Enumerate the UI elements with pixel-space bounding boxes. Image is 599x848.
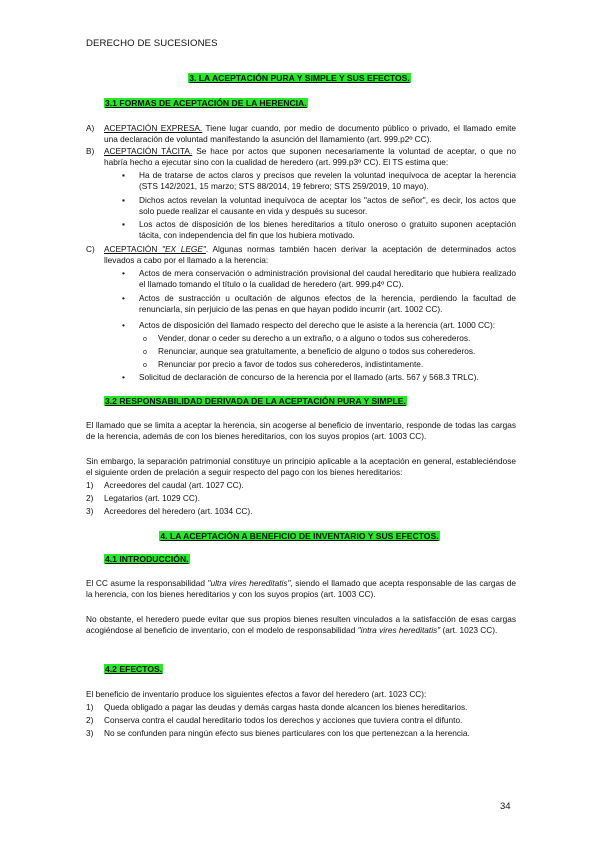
list1-number: 1) (86, 480, 94, 490)
circle-bullet-icon: o (143, 362, 147, 369)
item-c-bullet-3: Actos de disposición del llamado respecto del derecho que le asiste a la herencia (art. 1000 CC): (139, 320, 496, 330)
item-c-marker: C) (86, 244, 95, 254)
bullet-dot-icon: • (122, 320, 125, 330)
circle-bullet-icon: o (143, 336, 147, 343)
item-b-term: ACEPTACIÓN TÁCITA. (104, 146, 193, 156)
running-header: DERECHO DE SUCESIONES (86, 38, 218, 49)
list1-item: Acreedores del caudal (art. 1027 CC). (104, 480, 244, 490)
bullet-icon: ▪ (122, 219, 125, 229)
item-c-subitem-2: Renunciar, aunque sea gratuitamente, a beneficio de alguno o todos sus coherederos. (158, 346, 476, 356)
list2-item: No se confunden para ningún efecto sus bienes particulares con los que pertenezcan a la herencia. (104, 728, 470, 738)
page-number: 34 (500, 801, 511, 812)
paragraph-intra-vires: No obstante, el heredero puede evitar que sus propios bienes resulten vinculados a la satisfacción de esas cargas acogiéndose al beneficio de inventario, con el modelo de responsabilidad "intra vires hereditatis" (art. 1023 CC). (86, 614, 516, 635)
section-3-1-heading: 3.1 FORMAS DE ACEPTACIÓN DE LA HERENCIA. (105, 98, 307, 108)
list2-number: 1) (86, 702, 94, 712)
section-3-2-heading: 3.2 RESPONSABILIDAD DERIVADA DE LA ACEPTACIÓN PURA Y SIMPLE. (105, 396, 406, 406)
paragraph-efectos: El beneficio de inventario produce los siguientes efectos a favor del heredero (art. 1023 CC): (86, 689, 427, 699)
section-4-2-heading: 4.2 EFECTOS. (105, 664, 163, 674)
item-c-bullet-4: Solicitud de declaración de concurso de la herencia por el llamado (arts. 567 y 568.3 TRLC). (139, 372, 479, 382)
list2-item: Conserva contra el caudal hereditario todos los derechos y acciones que tuviera contra el difunto. (104, 715, 463, 725)
bullet-icon: ▪ (122, 170, 125, 180)
section-4-1-heading: 4.1 INTRODUCCIÓN. (105, 554, 189, 564)
item-c-text: ACEPTACIÓN "EX LEGE". Algunas normas también hacen derivar la aceptación de determinados actos llevados a cabo por el llamado a la herencia: (104, 244, 516, 265)
item-c-subitem-1: Vender, donar o ceder su derecho a un extraño, o a alguno o todos sus coherederos. (158, 333, 471, 343)
list2-number: 3) (86, 728, 94, 738)
item-c-bullet-2: Actos de sustracción u ocultación de algunos efectos de la herencia, perdiendo la facultad de renunciarla, sin perjuicio de las penas en que hayan podido incurrir (art. 1002 CC). (139, 293, 516, 314)
bullet-icon: ▪ (122, 195, 125, 205)
item-b-marker: B) (86, 146, 95, 156)
list1-number: 3) (86, 506, 94, 516)
paragraph-ultra-vires: El CC asume la responsabilidad "ultra vires hereditatis", siendo el llamado que acepta responsable de las cargas de la herencia, con los bienes hereditarios y con los suyos propios (art. 1003 CC). (86, 578, 516, 599)
item-c-bullet-1: Actos de mera conservación o administración provisional del caudal hereditario que hubiera realizado el llamado tomando el título o la cualidad de heredero (art. 999.p4º CC). (139, 268, 516, 289)
item-a-term: ACEPTACIÓN EXPRESA. (104, 123, 203, 133)
list2-item: Queda obligado a pagar las deudas y demás cargas hasta donde alcancen los bienes hereditarios. (104, 702, 468, 712)
item-c-subitem-3: Renunciar por precio a favor de todos sus coherederos, indistintamente. (158, 359, 424, 369)
paragraph-separacion: Sin embargo, la separación patrimonial constituye un principio aplicable a la aceptación en general, estableciéndose el siguiente orden de prelación a seguir respecto del pago con los bienes hereditarios: (86, 456, 516, 477)
section-3-heading: 3. LA ACEPTACIÓN PURA Y SIMPLE Y SUS EFECTOS. (189, 73, 410, 83)
paragraph-responsabilidad: El llamado que se limita a aceptar la herencia, sin acogerse al beneficio de inventario, responde de todas las cargas de la herencia, además de con los bienes hereditarios, con los suyos propios (art. 1003 CC). (86, 420, 516, 441)
bullet-dot-icon: • (122, 372, 125, 382)
item-a-text: ACEPTACIÓN EXPRESA. Tiene lugar cuando, por medio de documento público o privado, el llamado emite una declaración de voluntad manifestando la asunción del llamamiento (art. 999.p2º CC). (104, 123, 516, 144)
bullet-dot-icon: • (122, 268, 125, 278)
item-a-marker: A) (86, 123, 95, 133)
list1-number: 2) (86, 493, 94, 503)
circle-bullet-icon: o (143, 349, 147, 356)
section-4-heading: 4. LA ACEPTACIÓN A BENEFICIO DE INVENTARIO Y SUS EFECTOS. (160, 531, 439, 541)
item-c-term: ACEPTACIÓN (104, 244, 163, 254)
item-b-bullet-1: Ha de tratarse de actos claros y precisos que revelen la voluntad inequívoca de aceptar la herencia (STS 142/2021, 15 marzo; STS 88/2014, 19 febrero; STS 259/2019, 10 mayo). (139, 170, 516, 191)
item-b-bullet-3: Los actos de disposición de los bienes hereditarios a título oneroso o gratuito suponen aceptación tácita, con independencia del fin que los hubiera motivado. (139, 219, 516, 240)
item-b-bullet-2: Dichos actos revelan la voluntad inequívoca de aceptar los "actos de señor", es decir, los actos que solo puede realizar el causante en vida y después su sucesor. (139, 195, 516, 216)
list2-number: 2) (86, 715, 94, 725)
list1-item: Legatarios (art. 1029 CC). (104, 493, 200, 503)
bullet-dot-icon: • (122, 293, 125, 303)
list1-item: Acreedores del heredero (art. 1034 CC). (104, 506, 253, 516)
item-b-text: ACEPTACIÓN TÁCITA. Se hace por actos que suponen necesariamente la voluntad de aceptar, o que no habría hecho a ejecutar sino con la cualidad de heredero (art. 999.p3º CC). El TS estima que: (104, 146, 516, 167)
